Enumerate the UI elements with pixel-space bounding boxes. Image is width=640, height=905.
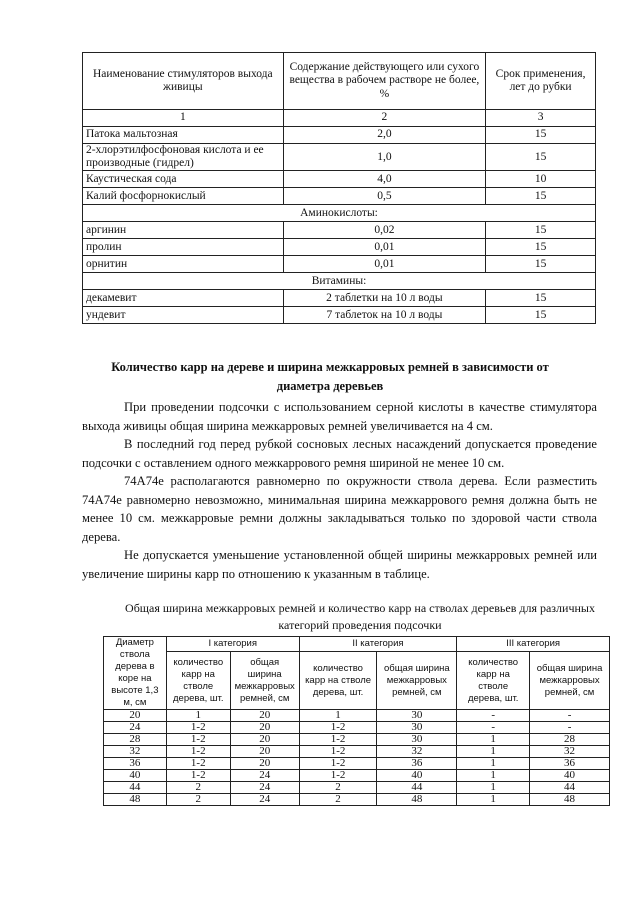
table-cell: Каустическая сода [83,171,284,188]
table-cell: 1 [457,746,530,758]
table-cell: 15 [486,188,596,205]
table-cell: ундевит [83,307,284,324]
table-cell: 44 [377,782,457,794]
table-cell: 48 [377,794,457,806]
table-cell: 1 [457,782,530,794]
table-cell: 30 [377,710,457,722]
table-cell: - [457,710,530,722]
table-cell: 1-2 [166,770,230,782]
table-cell: декамевит [83,290,284,307]
table-cell: 15 [486,256,596,273]
table-cell: 2 [299,782,377,794]
table-cell: 1-2 [299,722,377,734]
table-cell: 1-2 [166,722,230,734]
table-row [104,782,610,794]
table-row [83,239,596,256]
table-cell: 24 [230,782,299,794]
subheader-row [104,652,610,710]
table-cell: 2,0 [283,127,486,144]
table-cell: 20 [104,710,167,722]
table-cell: пролин [83,239,284,256]
table-cell: 2-хлорэтилфосфоновая кислота и ее производные (гидрел) [83,144,284,171]
table-cell: 2 [166,782,230,794]
table-cell: 1,0 [283,144,486,171]
column-number-row [83,110,596,127]
table-cell: общая ширина межкарровых ремней, см [530,652,610,710]
table-cell: 1 [83,110,284,127]
table-cell: 48 [104,794,167,806]
table-cell: аргинин [83,222,284,239]
karr-width-table [103,636,610,806]
table-cell: 1 [457,758,530,770]
stimulators-table [82,52,596,324]
header-row [104,637,610,652]
table-cell: 10 [486,171,596,188]
table-cell: - [530,722,610,734]
header-row [83,53,596,110]
table-row [83,290,596,307]
body-text [82,398,597,583]
table-cell: III категория [457,637,610,652]
table-cell: 1 [457,794,530,806]
table-caption: Общая ширина межкарровых ремней и количество карр на стволах деревьев для различных категорий проведения подсочки [125,601,595,632]
paragraph: 74А74е располагаются равномерно по окружности ствола дерева. Если разместить 74А74е равномерно невозможно, минимальная ширина межкаррового ремня должна быть не менее 10 см. межкарровые ремни должны закладываться только по здоровой части ствола дерева. [82,474,597,544]
table-cell: 20 [230,734,299,746]
table-cell: 24 [230,794,299,806]
table-cell: 32 [104,746,167,758]
table-row [104,758,610,770]
table-cell: 1-2 [299,746,377,758]
table-cell: 15 [486,222,596,239]
table-cell: количество карр на стволе дерева, шт. [166,652,230,710]
table-cell: I категория [166,637,299,652]
table-cell: 28 [104,734,167,746]
table-cell: 0,01 [283,239,486,256]
table-cell: 20 [230,746,299,758]
table-row [83,144,596,171]
section-title: Количество карр на дереве и ширина межкарровых ремней в зависимости от диаметра деревьев [111,360,549,393]
table-cell: 1-2 [299,734,377,746]
table-row [104,746,610,758]
table-row [104,734,610,746]
table-cell: 1-2 [299,770,377,782]
table-cell: 15 [486,144,596,171]
table-cell: 1-2 [166,746,230,758]
table-row [83,222,596,239]
table-cell: 4,0 [283,171,486,188]
table-cell: 1-2 [166,758,230,770]
table-cell: 44 [104,782,167,794]
table-cell: 0,02 [283,222,486,239]
table-row [104,710,610,722]
table-row [83,127,596,144]
table-row [83,188,596,205]
table-cell: 40 [104,770,167,782]
table-cell: 30 [377,734,457,746]
table-cell: 7 таблеток на 10 л воды [283,307,486,324]
table-cell: Витамины: [83,273,596,290]
table-cell: количество карр на стволе дерева, шт. [299,652,377,710]
table-cell: 1 [457,734,530,746]
table-cell: количество карр на стволе дерева, шт. [457,652,530,710]
table-cell: 32 [377,746,457,758]
table-cell: 30 [377,722,457,734]
table-cell: 36 [530,758,610,770]
table-row [83,171,596,188]
table-cell: - [530,710,610,722]
table-cell: 28 [530,734,610,746]
table-cell: 40 [377,770,457,782]
section-row [83,205,596,222]
table-row [83,256,596,273]
table-cell: 36 [377,758,457,770]
table-cell: 44 [530,782,610,794]
table-cell: 0,01 [283,256,486,273]
table-cell: 3 [486,110,596,127]
table-cell: 2 таблетки на 10 л воды [283,290,486,307]
table-cell: Содержание действующего или сухого вещества в рабочем растворе не более, % [283,53,486,110]
table-cell: 48 [530,794,610,806]
paragraph: При проведении подсочки с использованием серной кислоты в качестве стимулятора выхода живицы общая ширина межкарровых ремней увеличивается на 4 см. [82,400,597,433]
table-cell: 20 [230,758,299,770]
table-cell: 15 [486,239,596,256]
table-cell: 32 [530,746,610,758]
table-cell: общая ширина межкарровых ремней, см [377,652,457,710]
paragraph: Не допускается уменьшение установленной общей ширины межкарровых ремней или увеличение ширины карр по отношению к указанным в таблице. [82,548,597,581]
table-cell: Калий фосфорнокислый [83,188,284,205]
table-cell: 2 [283,110,486,127]
table-cell: 15 [486,290,596,307]
table-cell: 20 [230,722,299,734]
table-cell: 1-2 [299,758,377,770]
table-cell: 36 [104,758,167,770]
table-cell: 15 [486,307,596,324]
table-cell: 24 [104,722,167,734]
table-cell: Срок применения, лет до рубки [486,53,596,110]
table-cell: Аминокислоты: [83,205,596,222]
table-cell: II категория [299,637,457,652]
table-cell: - [457,722,530,734]
table-cell: 2 [299,794,377,806]
table-row [104,722,610,734]
table-cell: 1-2 [166,734,230,746]
table-cell: 1 [457,770,530,782]
table-cell: 40 [530,770,610,782]
table-cell: Диаметр ствола дерева в коре на высоте 1,3 м, см [104,637,167,710]
table-cell: 24 [230,770,299,782]
table-row [104,794,610,806]
table-cell: 2 [166,794,230,806]
table-cell: 15 [486,127,596,144]
table-row [83,307,596,324]
table-cell: 20 [230,710,299,722]
table-cell: 1 [299,710,377,722]
table-cell: общая ширина межкарровых ремней, см [230,652,299,710]
paragraph: В последний год перед рубкой сосновых лесных насаждений допускается проведение подсочки с оставлением одного межкаррового ремня шириной не менее 10 см. [82,437,597,470]
table-cell: Патока мальтозная [83,127,284,144]
table-cell: орнитин [83,256,284,273]
table-row [104,770,610,782]
table-cell: 0,5 [283,188,486,205]
section-row [83,273,596,290]
table-cell: Наименование стимуляторов выхода живицы [83,53,284,110]
table-cell: 1 [166,710,230,722]
